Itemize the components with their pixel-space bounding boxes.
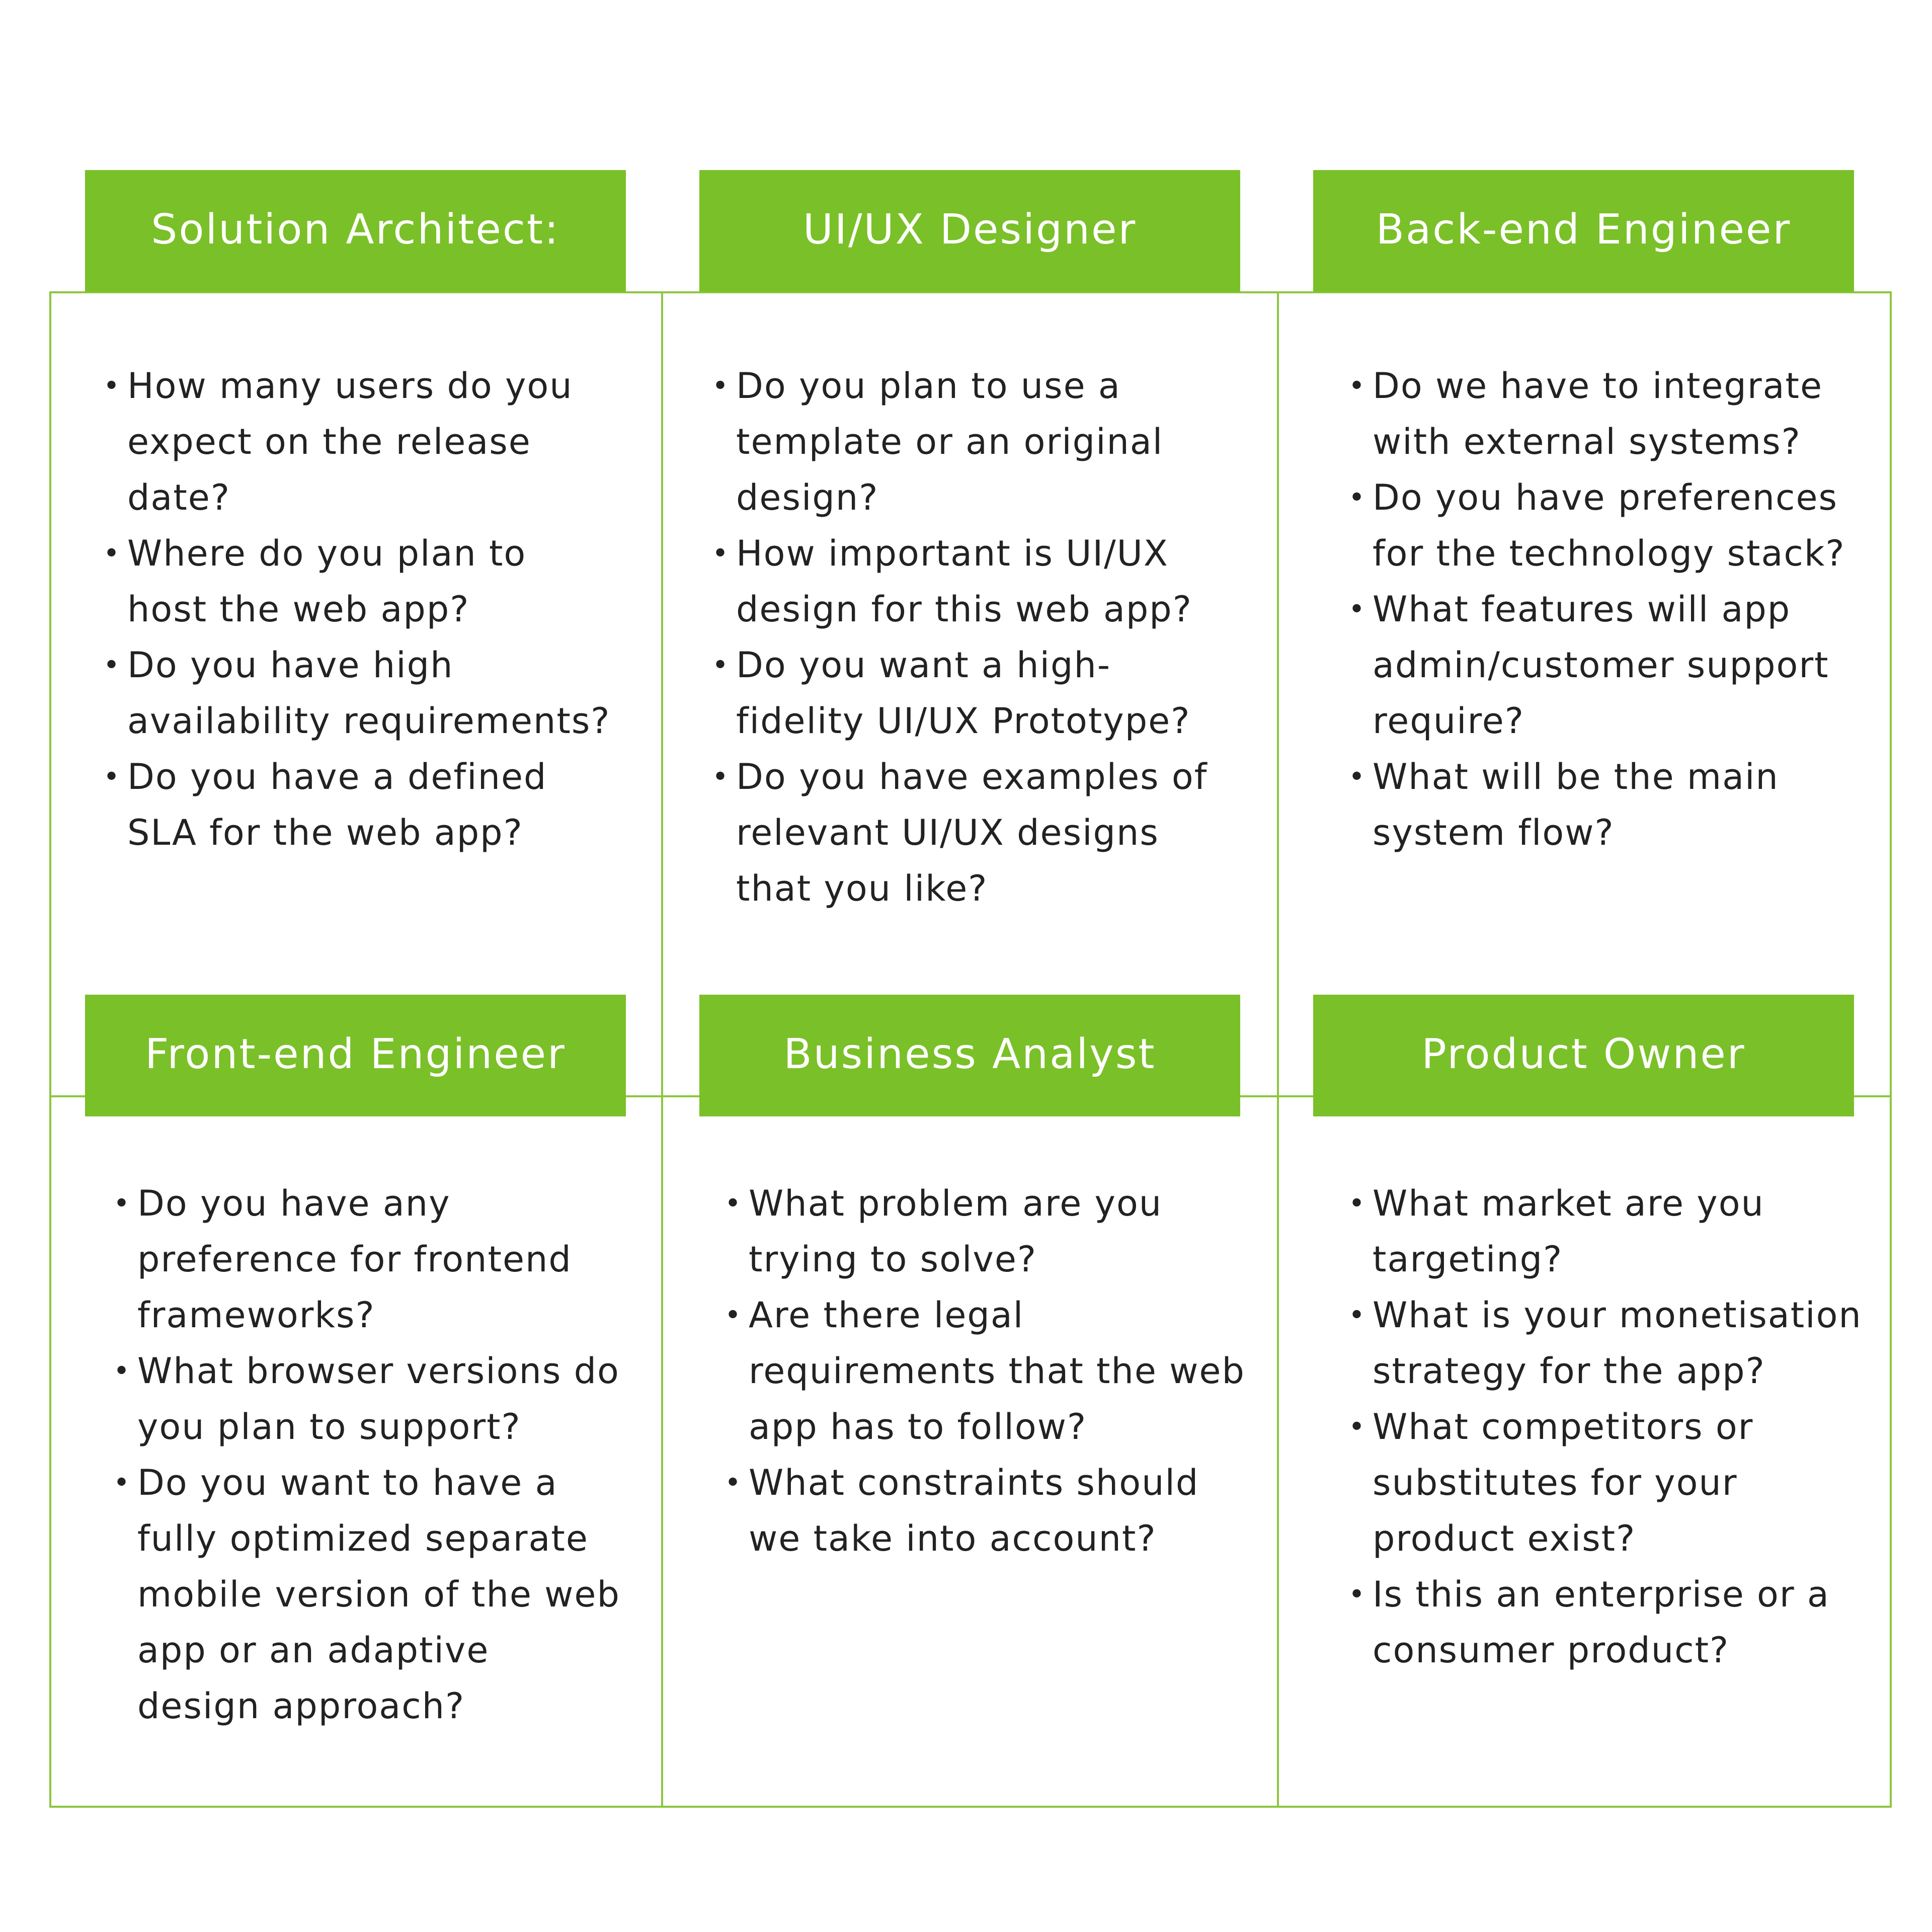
card-header-business-analyst [699, 995, 1240, 1116]
bullet-icon: • [712, 649, 730, 682]
bullet-icon: • [1348, 1299, 1366, 1332]
list-item [98, 1176, 621, 1343]
bullet-icon: • [1348, 593, 1366, 626]
bullet-icon: • [103, 537, 121, 570]
card-title: UI/UX Designer [802, 205, 1137, 254]
bullet-icon: • [103, 649, 121, 682]
bullet-icon: • [1348, 481, 1366, 514]
bullet-icon: • [712, 537, 730, 570]
question-text: Do you have examples of relevant UI/UX designs that you like? [736, 756, 1208, 909]
question-text: Where do you plan to host the web app? [127, 533, 527, 630]
question-list-business-analyst [709, 1176, 1253, 1567]
bullet-icon: • [103, 370, 121, 403]
question-text: Do you have any preference for frontend frameworks? [137, 1183, 572, 1336]
list-item [697, 526, 1230, 637]
question-text: Do you have preferences for the technology stack? [1373, 477, 1845, 574]
question-list-product-owner [1333, 1176, 1877, 1678]
bullet-icon: • [103, 761, 121, 793]
card-header-solution-architect [85, 170, 626, 292]
list-item [1333, 470, 1867, 582]
list-item [1333, 358, 1867, 470]
bullet-icon: • [712, 761, 730, 793]
card-title: Business Analyst [783, 1030, 1156, 1078]
grid-border-bottom [49, 1806, 1892, 1808]
list-item [98, 1343, 621, 1455]
card-header-product-owner [1313, 995, 1854, 1116]
card-header-back-end-engineer [1313, 170, 1854, 292]
question-text: What features will app admin/customer support require? [1373, 589, 1829, 742]
card-title: Solution Architect: [151, 205, 560, 254]
list-item [88, 637, 611, 749]
list-item [1333, 1287, 1877, 1399]
grid-border-left [49, 291, 51, 1808]
bullet-icon: • [1348, 1187, 1366, 1220]
bullet-icon: • [113, 1355, 131, 1388]
list-item [709, 1176, 1253, 1287]
list-item [98, 1455, 621, 1734]
bullet-icon: • [113, 1467, 131, 1499]
question-text: Do you want a high-fidelity UI/UX Prototype? [736, 645, 1191, 742]
bullet-icon: • [1348, 1411, 1366, 1443]
bullet-icon: • [1348, 1578, 1366, 1611]
question-text: What market are you targeting? [1373, 1183, 1764, 1280]
list-item [88, 749, 611, 861]
list-item [697, 637, 1230, 749]
question-text: Are there legal requirements that the web app has to follow? [749, 1295, 1245, 1447]
list-item [1333, 582, 1867, 749]
card-header-ui-ux-designer [699, 170, 1240, 292]
list-item [697, 749, 1230, 917]
question-text: What will be the main system flow? [1373, 756, 1779, 853]
question-list-solution-architect [88, 358, 611, 861]
grid-divider-2 [1277, 291, 1279, 1808]
question-text: What is your monetisation strategy for the app? [1373, 1295, 1862, 1392]
question-text: How many users do you expect on the release date? [127, 365, 573, 518]
list-item [1333, 749, 1867, 861]
card-header-front-end-engineer [85, 995, 626, 1116]
list-item [709, 1455, 1253, 1567]
bullet-icon: • [725, 1467, 743, 1499]
question-text: How important is UI/UX design for this web app? [736, 533, 1192, 630]
list-item [1333, 1176, 1877, 1287]
question-text: Do you plan to use a template or an original design? [736, 365, 1164, 518]
question-text: What browser versions do you plan to support? [137, 1350, 620, 1447]
bullet-icon: • [712, 370, 730, 403]
list-item [697, 358, 1230, 526]
bullet-icon: • [725, 1299, 743, 1332]
bullet-icon: • [1348, 370, 1366, 403]
question-list-ui-ux-designer [697, 358, 1230, 917]
grid-divider-1 [661, 291, 663, 1808]
question-text: Do you want to have a fully optimized separate mobile version of the web app or an adaptive design approach? [137, 1462, 620, 1727]
question-text: Do you have high availability requirements? [127, 645, 611, 742]
list-item [1333, 1567, 1877, 1678]
card-title: Product Owner [1421, 1030, 1746, 1078]
grid-border-right [1890, 291, 1892, 1808]
list-item [88, 358, 611, 526]
list-item [1333, 1399, 1877, 1567]
question-text: Is this an enterprise or a consumer product? [1373, 1574, 1830, 1671]
question-list-front-end-engineer [98, 1176, 621, 1734]
list-item [88, 526, 611, 637]
bullet-icon: • [725, 1187, 743, 1220]
question-text: Do we have to integrate with external systems? [1373, 365, 1823, 462]
question-text: What competitors or substitutes for your product exist? [1373, 1406, 1754, 1559]
card-title: Front-end Engineer [145, 1030, 566, 1078]
question-list-back-end-engineer [1333, 358, 1867, 861]
question-text: What constraints should we take into account? [749, 1462, 1199, 1559]
bullet-icon: • [113, 1187, 131, 1220]
question-text: What problem are you trying to solve? [749, 1183, 1163, 1280]
card-title: Back-end Engineer [1376, 205, 1792, 254]
bullet-icon: • [1348, 761, 1366, 793]
question-text: Do you have a defined SLA for the web app? [127, 756, 547, 853]
list-item [709, 1287, 1253, 1455]
